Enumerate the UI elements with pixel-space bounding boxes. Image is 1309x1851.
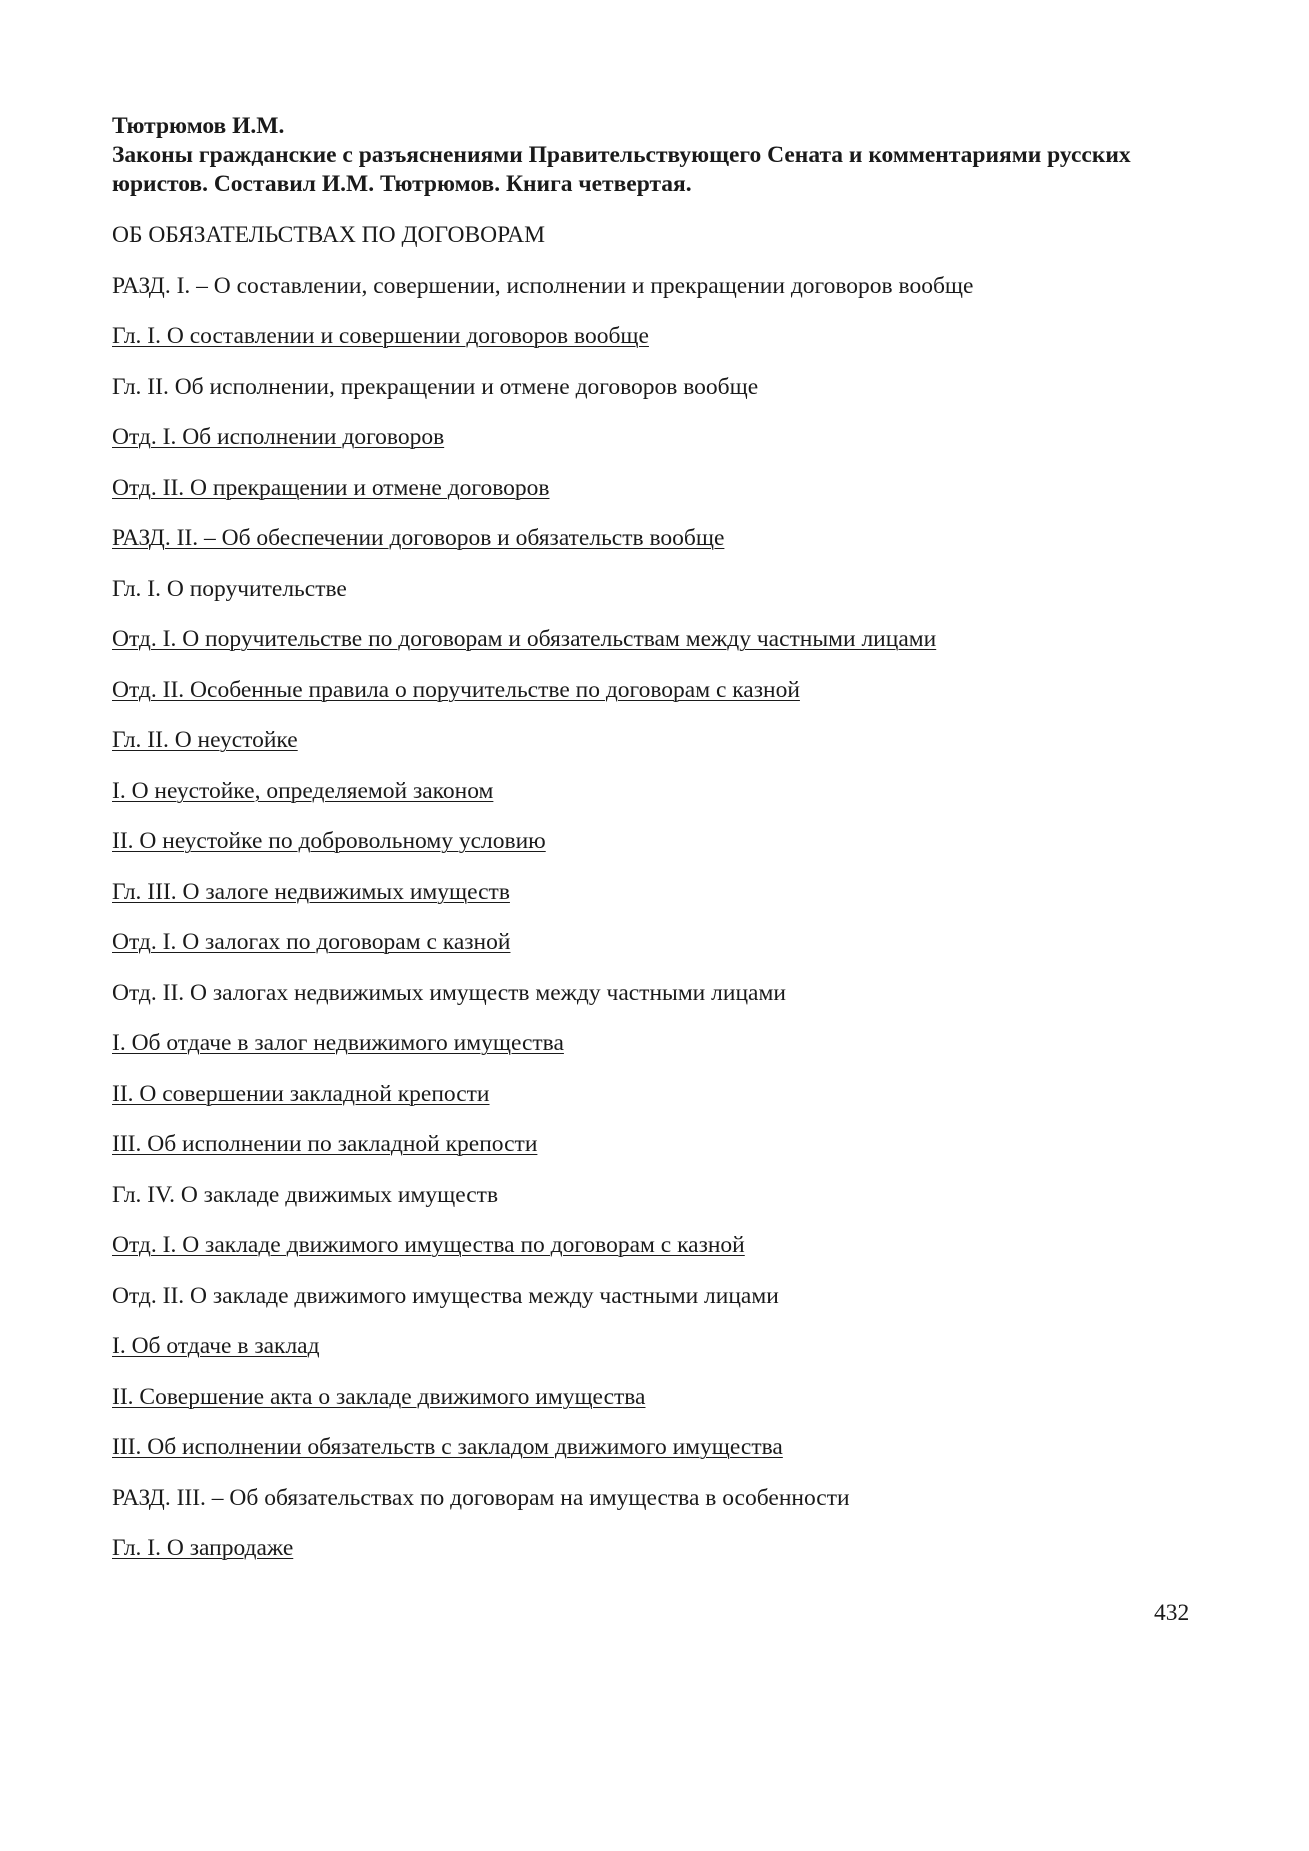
toc-link[interactable]: III. Об исполнении обязательств с закладом движимого имущества [112, 1434, 783, 1460]
toc-link-item[interactable] [112, 1331, 973, 1382]
toc-heading: Гл. IV. О закладе движимых имуществ [112, 1181, 499, 1208]
toc-link-item[interactable] [112, 523, 973, 574]
toc-link[interactable]: I. Об отдаче в заклад [112, 1333, 320, 1359]
toc-link[interactable]: II. Совершение акта о закладе движимого имущества [112, 1383, 646, 1410]
toc-link[interactable]: Гл. I. О запродаже [112, 1535, 294, 1561]
toc-link-item[interactable] [112, 473, 973, 524]
toc-link[interactable]: Гл. III. О залоге недвижимых имуществ [112, 878, 510, 905]
toc-link[interactable]: Отд. I. О залогах по договорам с казной [112, 929, 511, 955]
table-of-contents [112, 220, 973, 1584]
toc-heading: РАЗД. I. – О составлении, совершении, исполнении и прекращении договоров вообще [112, 272, 974, 299]
toc-link[interactable]: РАЗД. II. – Об обеспечении договоров и обязательств вообще [112, 525, 725, 551]
toc-link[interactable]: I. Об отдаче в залог недвижимого имущества [112, 1030, 564, 1056]
toc-item [112, 978, 973, 1029]
toc-item [112, 1483, 973, 1534]
toc-heading: Отд. II. О закладе движимого имущества между частными лицами [112, 1282, 779, 1309]
toc-link[interactable]: Отд. I. О поручительстве по договорам и обязательствам между частными лицами [112, 626, 937, 652]
toc-link[interactable]: Отд. I. Об исполнении договоров [112, 424, 445, 450]
toc-link-item[interactable] [112, 1533, 973, 1584]
toc-item [112, 372, 973, 423]
toc-item [112, 271, 973, 322]
toc-link-item[interactable] [112, 1432, 973, 1483]
toc-link-item[interactable] [112, 422, 973, 473]
toc-link-item[interactable] [112, 624, 973, 675]
toc-link-item[interactable] [112, 826, 973, 877]
toc-link-item[interactable] [112, 675, 973, 726]
toc-item [112, 1281, 973, 1332]
toc-heading: ОБ ОБЯЗАТЕЛЬСТВАХ ПО ДОГОВОРАМ [112, 222, 546, 248]
toc-link-item[interactable] [112, 1230, 973, 1281]
toc-item [112, 220, 973, 271]
toc-item [112, 1180, 973, 1231]
toc-link-item[interactable] [112, 1129, 973, 1180]
toc-link-item[interactable] [112, 1382, 973, 1433]
toc-link[interactable]: Гл. II. О неустойке [112, 727, 298, 753]
toc-link[interactable]: Гл. I. О составлении и совершении договоров вообще [112, 323, 649, 349]
toc-link[interactable]: II. О неустойке по добровольному условию [112, 828, 546, 854]
toc-link[interactable]: III. Об исполнении по закладной крепости [112, 1131, 538, 1157]
toc-link[interactable]: I. О неустойке, определяемой законом [112, 777, 494, 804]
page-number: 432 [1154, 1600, 1190, 1626]
toc-heading: Гл. II. Об исполнении, прекращении и отмене договоров вообще [112, 373, 759, 400]
document-page [112, 112, 1212, 1561]
toc-heading: РАЗД. III. – Об обязательствах по договорам на имущества в особенности [112, 1484, 850, 1511]
toc-link[interactable]: Отд. II. Особенные правила о поручительстве по договорам с казной [112, 676, 800, 703]
toc-link-item[interactable] [112, 725, 973, 776]
toc-link-item[interactable] [112, 1079, 973, 1130]
toc-heading: Отд. II. О залогах недвижимых имуществ между частными лицами [112, 979, 786, 1006]
toc-link-item[interactable] [112, 776, 973, 827]
toc-item [112, 574, 973, 625]
toc-link[interactable]: Отд. I. О закладе движимого имущества по договорам с казной [112, 1232, 745, 1258]
toc-link-item[interactable] [112, 1028, 973, 1079]
toc-link-item[interactable] [112, 877, 973, 928]
toc-link[interactable]: II. О совершении закладной крепости [112, 1080, 490, 1107]
toc-link[interactable]: Отд. II. О прекращении и отмене договоров [112, 474, 550, 501]
toc-link-item[interactable] [112, 321, 973, 372]
book-title: Законы гражданские с разъяснениями Правительствующего Сената и комментариями русских юристов. Составил И.М. Тютрюмов. Книга четвертая. [112, 142, 1131, 197]
toc-heading: Гл. I. О поручительстве [112, 575, 347, 602]
author-name: Тютрюмов И.М. [112, 113, 285, 139]
toc-link-item[interactable] [112, 927, 973, 978]
